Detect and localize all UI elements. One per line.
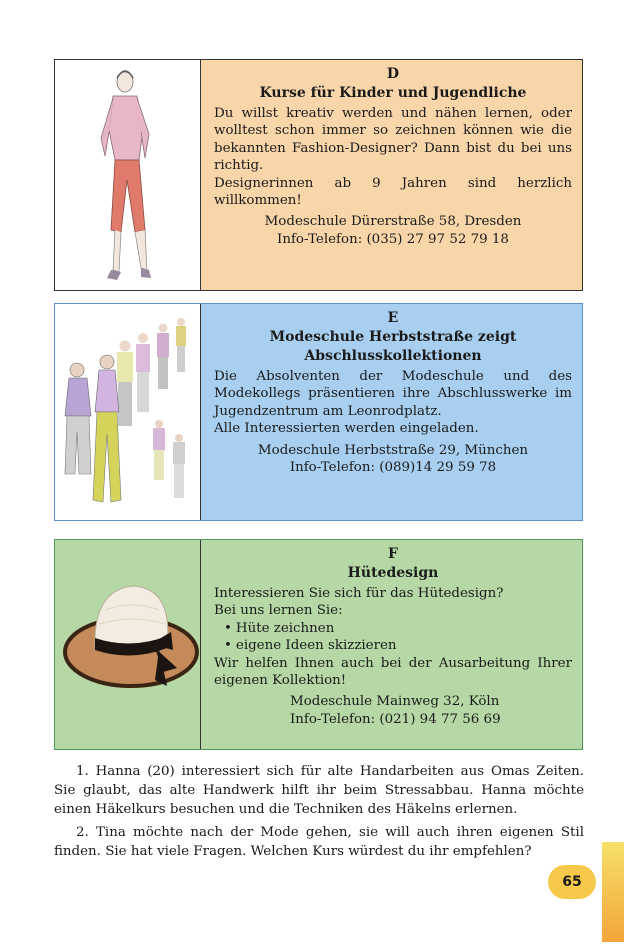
ad-description: Die Absolventen der Modeschule und des Modekollegs präsentieren ihre Abschlusswerke im Jugendzentrum am Leonrodplatz. (214, 369, 572, 419)
ad-letter: E (387, 310, 399, 326)
task-paragraph: 2. Tina möchte nach der Mode gehen, sie will auch ihren eigenen Stil finden. Sie hat viele Fragen. Welchen Kurs würdest du ihr empfehlen? (54, 825, 584, 859)
ad-address (214, 693, 572, 728)
list-item: • eigene Ideen skizzieren (224, 638, 397, 654)
ad-phone: Info-Telefon: (089)14 29 59 78 (289, 460, 497, 476)
bullet-icon: • (224, 638, 232, 654)
ad-text-f (214, 544, 572, 728)
decorative-stripe (602, 842, 624, 942)
ad-address-line: Modeschule Herbststraße 29, München (257, 442, 529, 458)
ad-phone: Info-Telefon: (035) 27 97 52 79 18 (277, 231, 509, 247)
ad-card-e (54, 303, 583, 521)
ad-title: Kurse für Kinder und Jugendliche (259, 85, 527, 101)
task-section (54, 762, 584, 865)
ad-card-f (54, 539, 583, 750)
ad-title: Modeschule Herbststraße zeigt Abschlusskollektionen (269, 329, 517, 364)
ad-description: Du willst kreativ werden und nähen lernen, oder wolltest schon immer so zeichnen können wie die bekannten Fashion-Designer? Dann bist du bei uns richtig. (214, 106, 572, 174)
ad-description: Designerinnen ab 9 Jahren sind herzlich willkommen! (214, 175, 572, 209)
ad-title: Hütedesign (347, 565, 439, 581)
ad-phone: Info-Telefon: (021) 94 77 56 69 (290, 711, 501, 727)
bullet-icon: • (224, 620, 232, 636)
ad-address (214, 213, 572, 248)
ad-text-d (214, 64, 572, 248)
fashion-show-image (55, 304, 201, 520)
fashion-show-illustration (55, 304, 200, 519)
task-paragraph: 1. Hanna (20) interessiert sich für alte Handarbeiten aus Omas Zeiten. Sie glaubt, das alte Handwerk hilft ihr beim Stressabbau. Hanna möchte einen Häkelkurs besuchen und die Techniken des Häkelns erlernen. (54, 764, 584, 817)
ad-bullet-list (214, 620, 572, 655)
fashion-sketch-image (55, 60, 201, 290)
ad-address-line: Modeschule Dürerstraße 58, Dresden (264, 214, 522, 230)
ad-description: Bei uns lernen Sie: (214, 603, 343, 619)
ad-address-line: Modeschule Mainweg 32, Köln (290, 694, 500, 710)
ad-description: Wir helfen Ihnen auch bei der Ausarbeitung Ihrer eigenen Kollektion! (214, 655, 572, 689)
hat-image (55, 540, 201, 749)
ad-description: Alle Interessierten werden eingeladen. (214, 421, 479, 437)
hat-illustration (55, 540, 200, 748)
fashion-sketch-illustration (55, 60, 200, 289)
ad-address (214, 442, 572, 477)
list-item: • Hüte zeichnen (224, 620, 335, 636)
ad-letter: D (386, 66, 400, 82)
ad-card-d (54, 59, 583, 291)
ad-text-e (214, 308, 572, 476)
ad-description: Interessieren Sie sich für das Hütedesign? (214, 586, 504, 601)
page-number: 65 (548, 865, 596, 899)
ad-letter: F (388, 546, 398, 562)
